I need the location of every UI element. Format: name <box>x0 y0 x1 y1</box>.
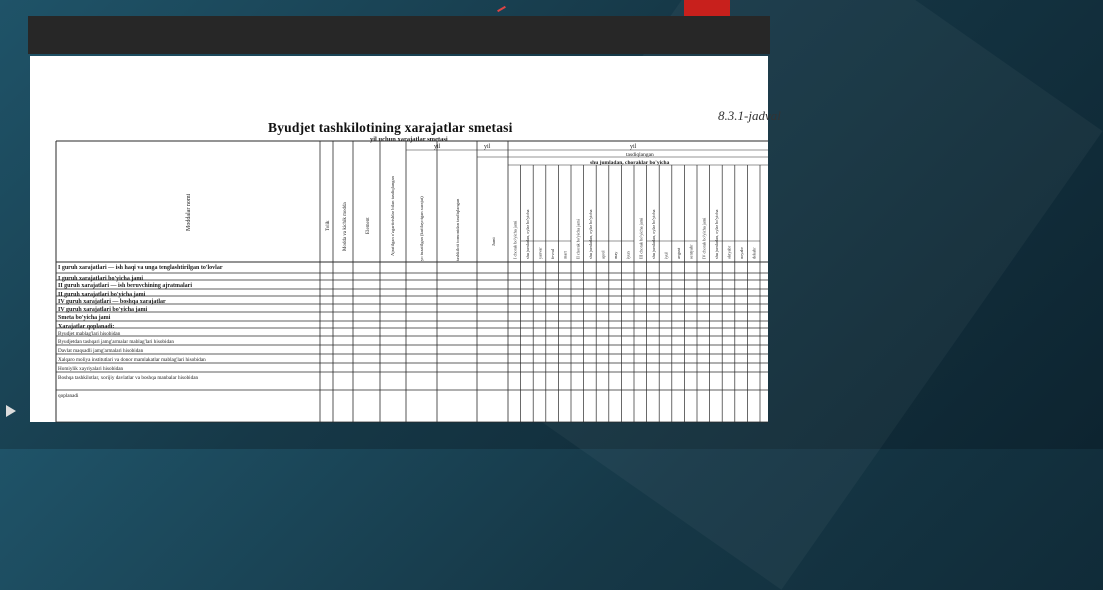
table-row-label: II guruh xarajatlari bo'yicha jami <box>58 292 146 298</box>
column-header-article: Modda va kichik modda <box>343 202 348 251</box>
quarter-column-header: aprel <box>600 250 606 259</box>
table-row-label: Boshqa tashkilotlar, xorijiy davlatlar va boshqa manbalar hisobidan <box>58 375 199 381</box>
year-label: yil <box>484 144 491 150</box>
quarter-column-header: iyul <box>663 252 669 259</box>
table-row-label: Smeta bo'yicha jami <box>58 315 111 321</box>
table-row-label: Xalqaro moliya institutlari va donor mamlakatlar mablag'lari hisobidan <box>58 357 206 363</box>
quarter-column-header: avgust <box>676 247 682 259</box>
accent-mark <box>497 6 506 12</box>
quarter-column-header: shu jumladan, oylar bo'yicha <box>650 209 656 259</box>
table-row-label: Byudjet mablag'lari hisobidan <box>58 331 121 337</box>
column-header-element: Element <box>366 217 371 234</box>
table-row-label: Davlat maqsadli jamg'armalari hisobidan <box>58 348 144 354</box>
year-label: yil <box>630 144 637 150</box>
table-row-label: Homiylik xayriyalari hisobidan <box>58 366 124 372</box>
table-row-label: Byudjetdan tashqari jamg'armalar mablag'lari hisobidan <box>58 339 174 345</box>
quarter-column-header: fevral <box>550 248 556 259</box>
quarter-column-header: yanvar <box>537 247 543 259</box>
quarter-column-header: mart <box>562 251 568 259</box>
document-subtitle: yil uchun xarajatlar smetasi <box>370 136 448 143</box>
quarter-column-header: oktyabr <box>726 245 732 259</box>
table-row-label: I guruh xarajatlari bo'yicha jami <box>58 276 143 282</box>
quarter-column-header: II chorak bo'yicha jami <box>575 219 581 259</box>
quarter-column-header: IV chorak bo'yicha jami <box>701 217 707 259</box>
document-page <box>30 56 781 422</box>
table-row-label: I guruh xarajatlari — ish haqi va unga tenglashtirilgan to'lovlar <box>58 265 223 271</box>
table-reference: 8.3.1-jadval <box>718 108 781 123</box>
quarter-column-header: shu jumladan, oylar bo'yicha <box>587 209 593 259</box>
quarter-column-header: sentyabr <box>688 244 694 259</box>
accent-tab <box>684 0 730 16</box>
table-row-label: II guruh xarajatlari — ish beruvchining ajratmalari <box>58 283 193 289</box>
quarter-breakdown-label: shu jumladan, choraklar bo'yicha <box>590 160 670 166</box>
column-header-tolik: Tolik <box>326 220 331 231</box>
column-header-total: Jami <box>491 237 496 246</box>
quarter-column-header: shu jumladan, oylar bo'yicha <box>713 209 719 259</box>
column-header-adjusted: yo tuzatilgan (kutilayotgan xarajat) <box>419 196 424 261</box>
quarter-column-header: iyun <box>625 251 631 259</box>
budget-table <box>30 56 768 422</box>
slide-title-bar <box>28 16 770 54</box>
column-header-items: Moddalar nomi <box>186 193 192 231</box>
column-header-confirmed: tashkiloti tomonidan tasdiqlangan <box>455 198 460 261</box>
quarter-column-header: shu jumladan, oylar bo'yicha <box>524 209 530 259</box>
table-row-label: qoplanadi <box>58 393 79 399</box>
quarter-column-header: III chorak bo'yicha jami <box>638 217 644 259</box>
table-row-label: IV guruh xarajatlari — boshqa xarajatlar <box>58 299 166 305</box>
year-label: yil <box>434 144 441 150</box>
document-title: Byudjet tashkilotining xarajatlar smetasi <box>268 120 513 135</box>
quarter-column-header: noyabr <box>739 247 745 259</box>
quarter-column-header: I chorak bo'yicha jami <box>512 220 518 259</box>
approved-label: tasdiqlangan <box>626 152 654 158</box>
table-row-label: IV guruh xarajatlari bo'yicha jami <box>58 307 148 313</box>
quarter-column-header: dekabr <box>751 247 757 259</box>
column-header-allocated: Ajratilgan o'zgartirishlar bilan tasdiqlangan <box>390 176 395 256</box>
quarter-column-header: may <box>613 251 619 259</box>
slide-arrow-icon <box>6 405 16 417</box>
table-row-label: Xarajatlar qoplanadi: <box>58 324 115 330</box>
